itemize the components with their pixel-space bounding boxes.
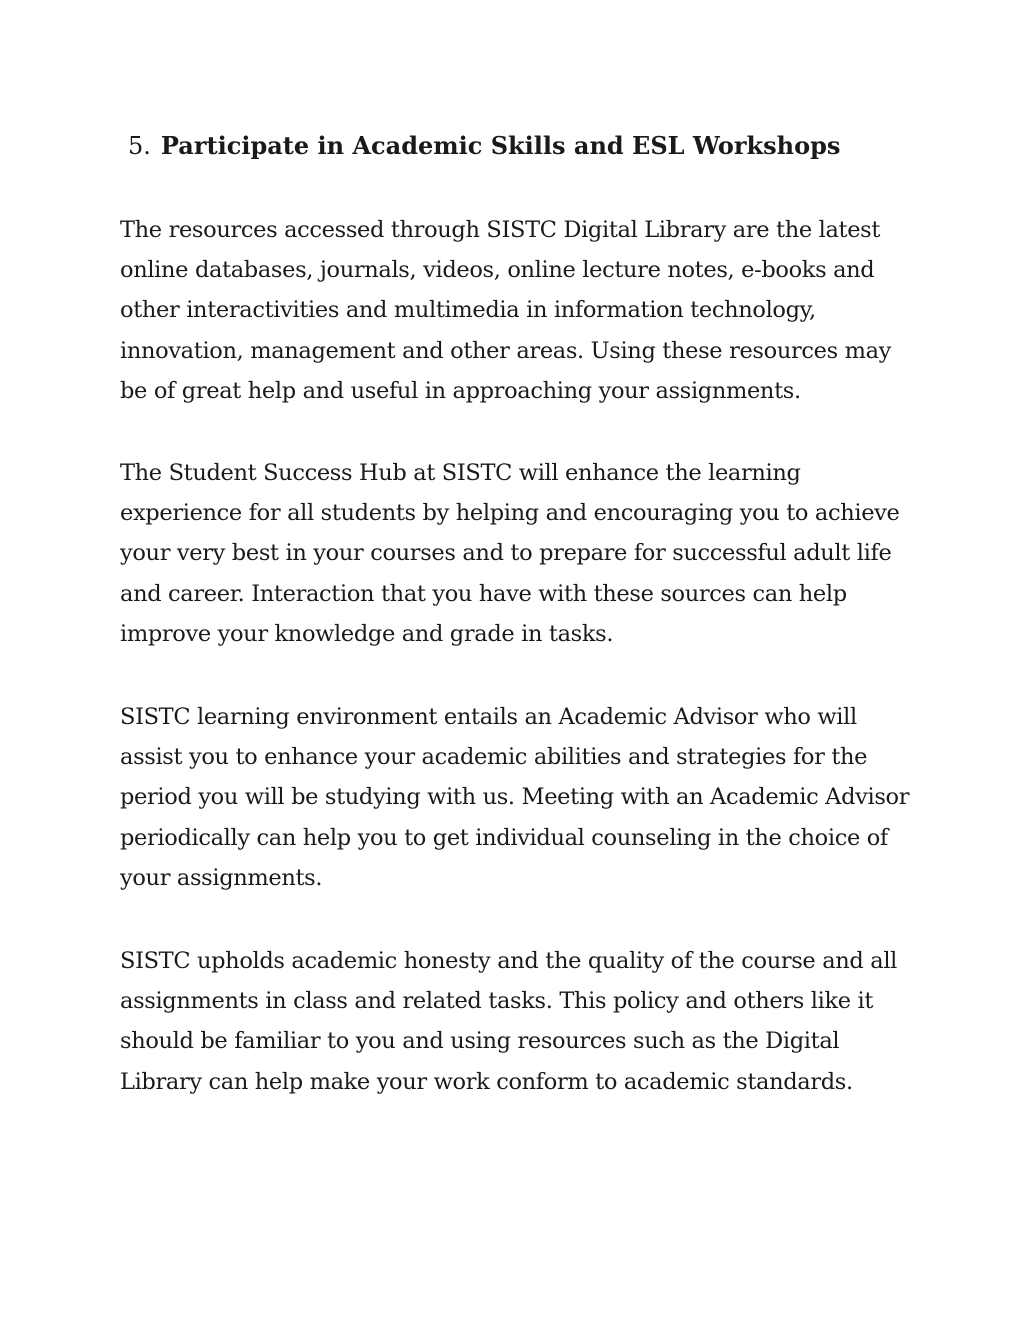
paragraph-line: innovation, management and other areas. Using these resources may — [120, 337, 892, 364]
paragraph-line: period you will be studying with us. Meeting with an Academic Advisor — [120, 784, 910, 811]
paragraph-line: other interactivities and multimedia in information technology, — [120, 297, 816, 324]
paragraph-line: The Student Success Hub at SISTC will enhance the learning — [120, 460, 801, 486]
paragraph-line: SISTC upholds academic honesty and the quality of the course and all — [120, 948, 898, 974]
section-heading — [128, 128, 840, 164]
paragraph-line: your very best in your courses and to prepare for successful adult life — [120, 540, 892, 567]
paragraph-academic-advisor — [120, 697, 920, 898]
paragraph-academic-honesty — [120, 941, 920, 1102]
paragraph-line: experience for all students by helping and encouraging you to achieve — [120, 500, 900, 527]
paragraph-line: assignments in class and related tasks. This policy and others like it — [120, 988, 874, 1015]
paragraph-line: should be familiar to you and using resources such as the Digital — [120, 1028, 840, 1055]
paragraph-line: online databases, journals, videos, online lecture notes, e-books and — [120, 257, 875, 284]
paragraph-line: periodically can help you to get individual counseling in the choice of — [120, 824, 888, 851]
paragraph-digital-library — [120, 210, 920, 411]
section-number: 5. — [128, 132, 151, 160]
section-title: Participate in Academic Skills and ESL Workshops — [160, 131, 841, 160]
paragraph-line: your assignments. — [120, 864, 323, 891]
paragraph-line: improve your knowledge and grade in tasks. — [120, 620, 614, 647]
paragraph-line: Library can help make your work conform to academic standards. — [120, 1068, 853, 1095]
paragraph-line: SISTC learning environment entails an Academic Advisor who will — [120, 704, 857, 730]
paragraph-line: and career. Interaction that you have with these sources can help — [120, 580, 847, 607]
paragraph-line: The resources accessed through SISTC Digital Library are the latest — [120, 217, 881, 243]
paragraph-line: be of great help and useful in approaching your assignments. — [120, 377, 801, 404]
paragraph-line: assist you to enhance your academic abilities and strategies for the — [120, 744, 868, 771]
paragraph-success-hub — [120, 453, 920, 654]
